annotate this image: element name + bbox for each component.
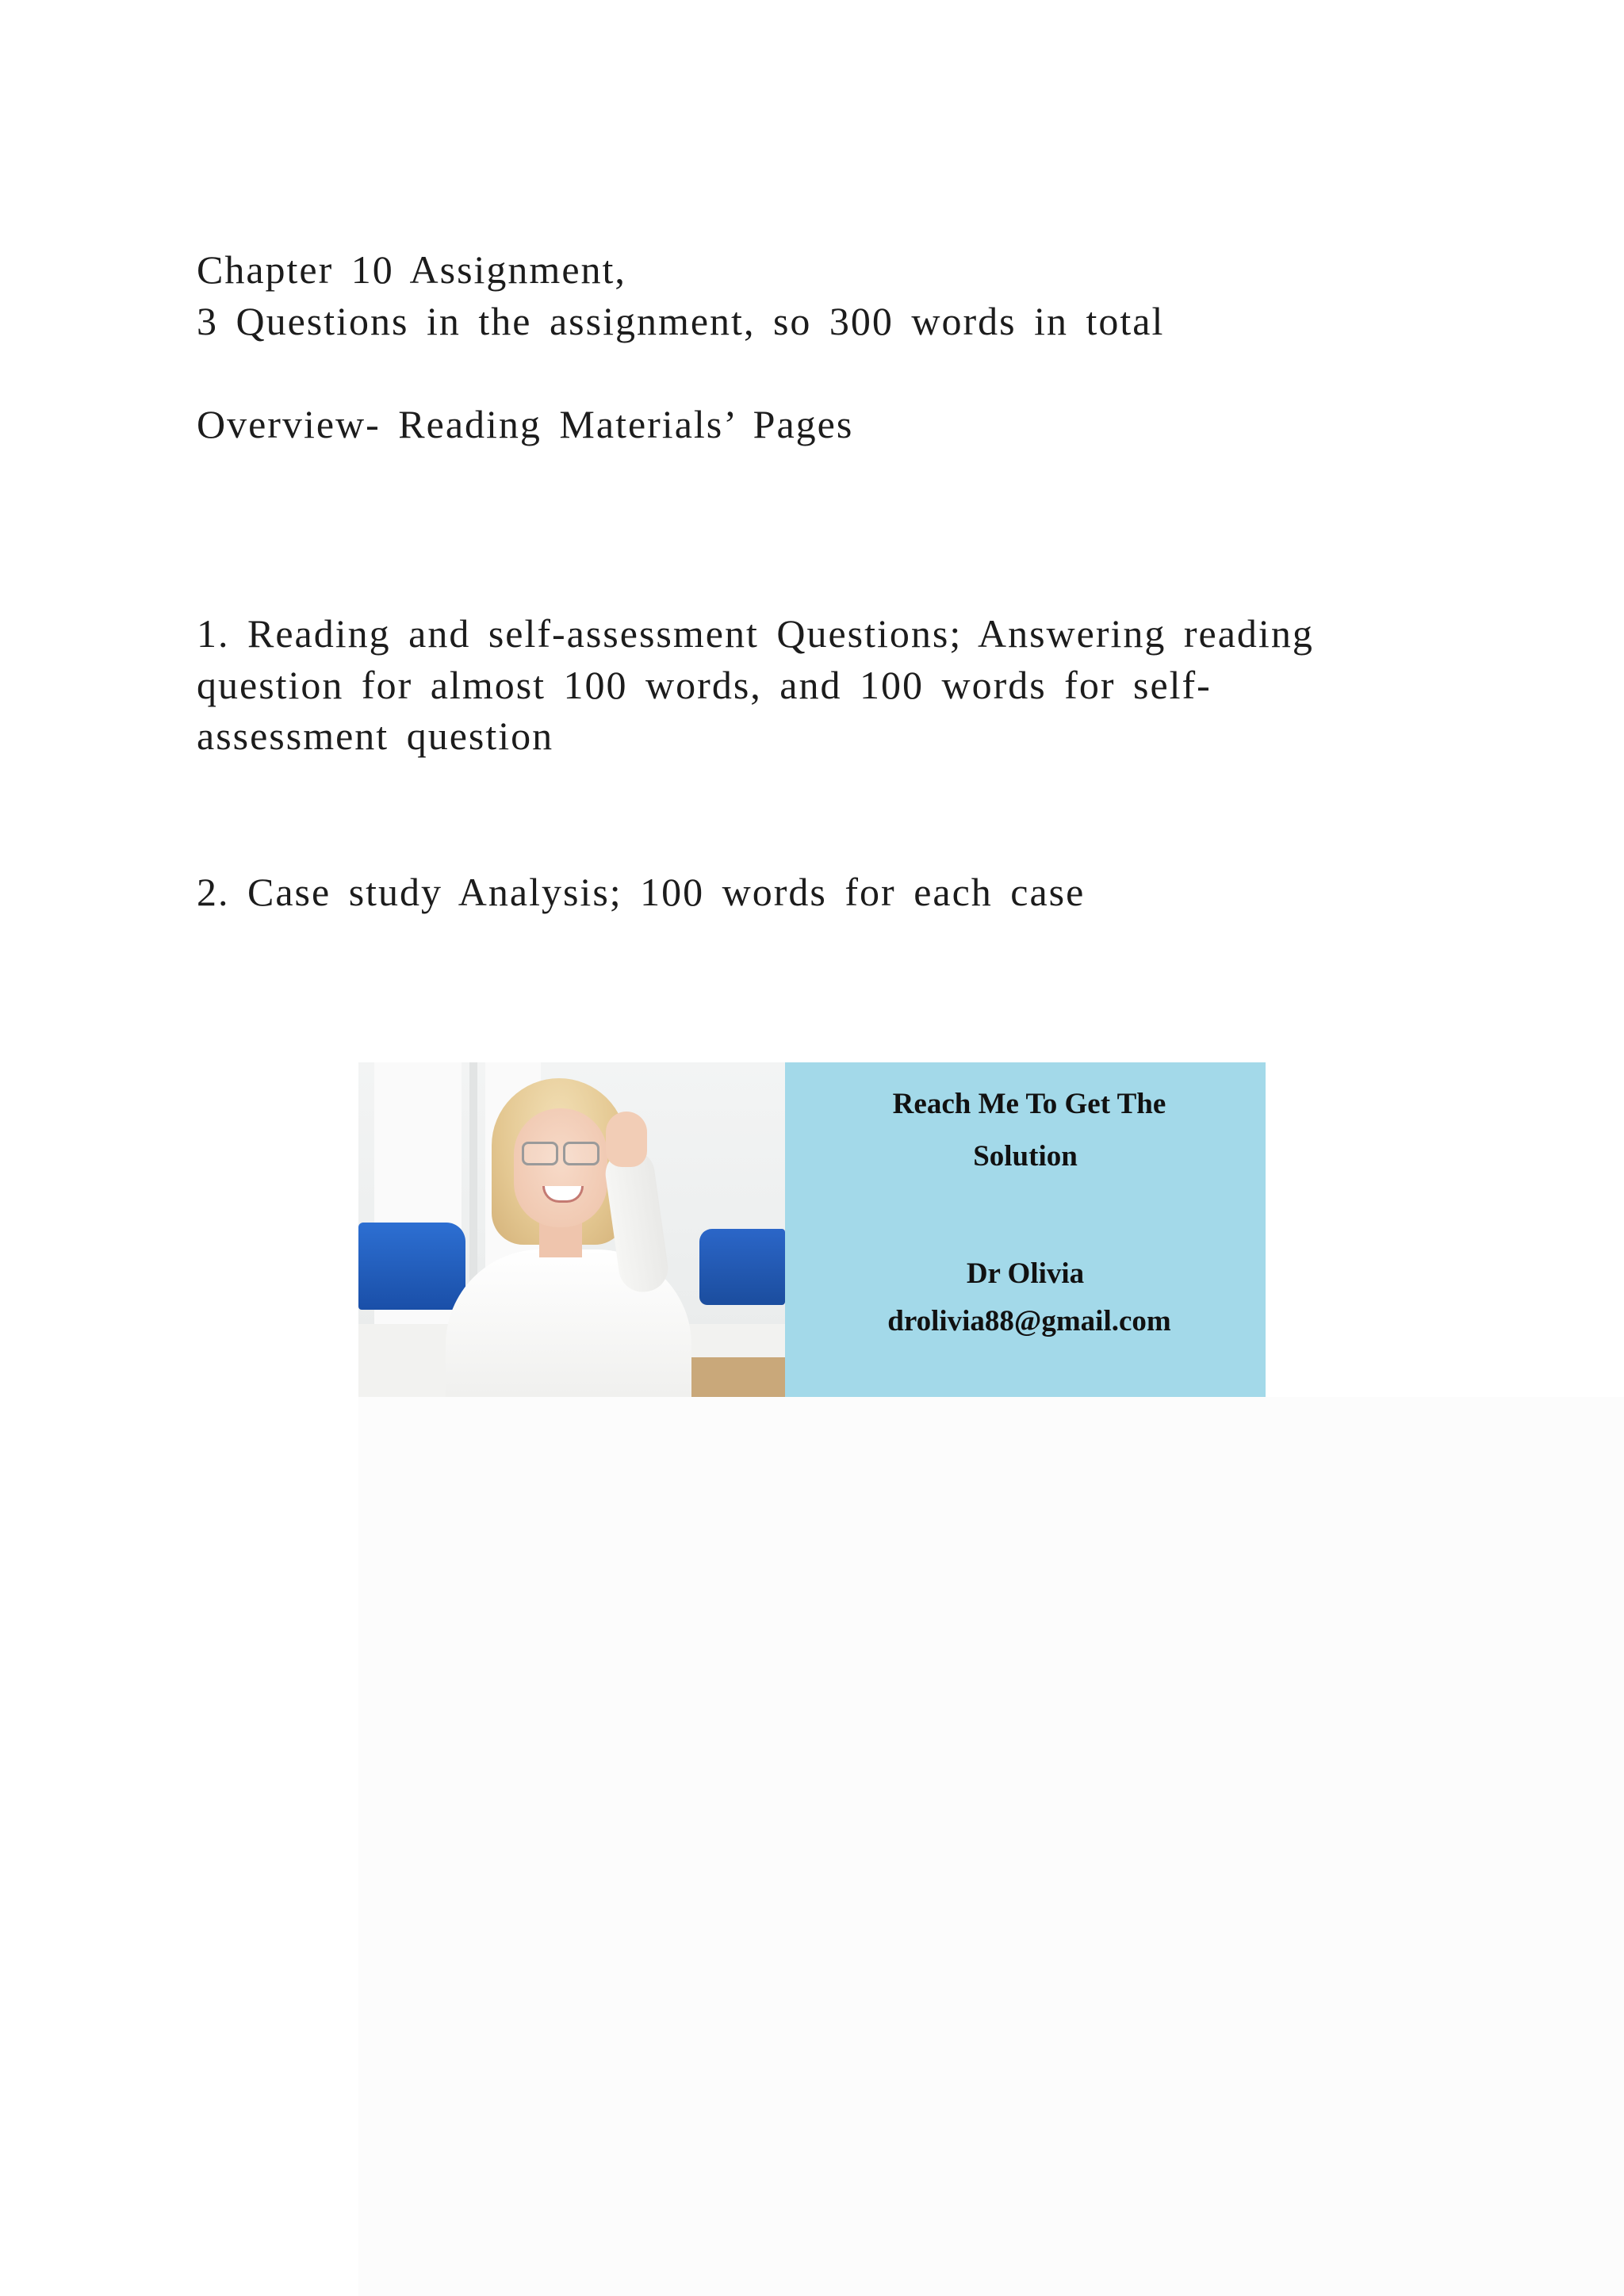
blank-area [358, 1397, 1624, 2296]
contact-name: Dr Olivia [966, 1257, 1085, 1290]
blue-chair [358, 1223, 465, 1310]
question-1-line-2: question for almost 100 words, and 100 words for self- [197, 663, 1212, 707]
card-headline: Reach Me To Get The [892, 1088, 1166, 1120]
contact-email[interactable]: drolivia88@gmail.com [887, 1305, 1171, 1337]
face [514, 1108, 607, 1227]
desk-edge [691, 1357, 785, 1397]
assignment-title: Chapter 10 Assignment, [197, 247, 626, 292]
question-1-line-1: 1. Reading and self-assessment Questions; Answering reading [197, 611, 1314, 656]
assignment-summary: 3 Questions in the assignment, so 300 words in total [197, 299, 1165, 343]
card-headline-2: Solution [973, 1140, 1078, 1173]
overview-heading: Overview- Reading Materials’ Pages [197, 402, 854, 446]
contact-banner [358, 1062, 1266, 1397]
glasses-icon [522, 1142, 558, 1165]
blue-chair [699, 1229, 785, 1305]
hand [606, 1112, 647, 1167]
question-2: 2. Case study Analysis; 100 words for each case [197, 870, 1086, 914]
smiling-woman-photo [358, 1062, 785, 1397]
question-1-line-3: assessment question [197, 714, 554, 758]
glasses-icon [563, 1142, 599, 1165]
contact-card [785, 1062, 1266, 1397]
